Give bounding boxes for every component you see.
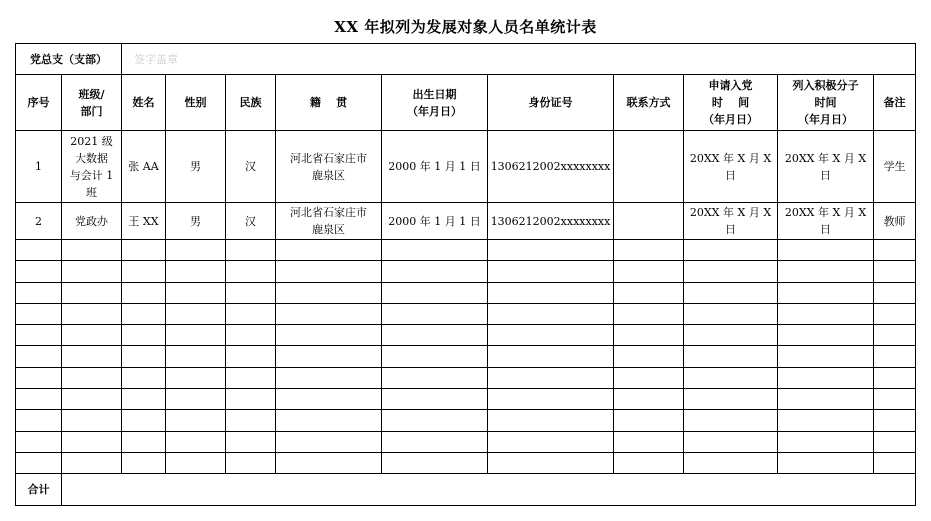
- cell-birth[interactable]: [382, 282, 488, 303]
- cell-ethnicity[interactable]: [226, 389, 276, 410]
- cell-gender[interactable]: [166, 452, 226, 473]
- empty-table-row: [16, 410, 916, 431]
- cell-idnum[interactable]: [488, 389, 614, 410]
- cell-origin[interactable]: [276, 282, 382, 303]
- cell-idnum[interactable]: [488, 261, 614, 282]
- cell-idnum[interactable]: 1306212002xxxxxxxx: [488, 131, 614, 203]
- cell-seq[interactable]: [16, 431, 62, 452]
- cell-ethnicity[interactable]: 汉: [226, 131, 276, 203]
- cell-activist[interactable]: 20XX 年 X 月 X 日: [778, 203, 874, 240]
- empty-table-row: [16, 303, 916, 324]
- cell-contact[interactable]: [614, 325, 684, 346]
- cell-class-dept-line: 与会计 1: [69, 168, 114, 182]
- cell-contact[interactable]: [614, 452, 684, 473]
- cell-class-dept[interactable]: [62, 203, 122, 240]
- cell-remark[interactable]: [874, 261, 916, 282]
- cell-gender[interactable]: 男: [166, 131, 226, 203]
- cell-class-dept-line: 大数据: [75, 151, 108, 165]
- document-title: XX 年拟列为发展对象人员名单统计表: [334, 18, 597, 36]
- cell-birth[interactable]: [382, 240, 488, 261]
- cell-class-dept[interactable]: [62, 131, 122, 203]
- cell-idnum[interactable]: [488, 431, 614, 452]
- cell-remark[interactable]: [874, 325, 916, 346]
- cell-origin[interactable]: [276, 452, 382, 473]
- cell-seq[interactable]: [16, 389, 62, 410]
- cell-gender[interactable]: 男: [166, 203, 226, 240]
- cell-ethnicity[interactable]: [226, 431, 276, 452]
- cell-origin[interactable]: [276, 131, 382, 203]
- cell-origin-line: 河北省石家庄市: [290, 206, 367, 219]
- cell-ethnicity[interactable]: [226, 303, 276, 324]
- header-apply-line: （年月日）: [703, 113, 758, 126]
- cell-ethnicity[interactable]: [226, 452, 276, 473]
- cell-name[interactable]: [122, 431, 166, 452]
- cell-birth[interactable]: [382, 346, 488, 367]
- header-birth: [382, 75, 488, 131]
- header-contact: 联系方式: [614, 75, 684, 131]
- cell-birth[interactable]: 2000 年 1 月 1 日: [382, 203, 488, 240]
- cell-idnum[interactable]: 1306212002xxxxxxxx: [488, 203, 614, 240]
- cell-name[interactable]: [122, 452, 166, 473]
- cell-ethnicity[interactable]: [226, 325, 276, 346]
- header-activist-line: 时间: [814, 96, 837, 109]
- cell-gender[interactable]: [166, 346, 226, 367]
- cell-ethnicity[interactable]: 汉: [226, 203, 276, 240]
- header-apply-line: 申请入党: [708, 79, 753, 92]
- cell-name[interactable]: [122, 240, 166, 261]
- cell-origin[interactable]: [276, 431, 382, 452]
- cell-origin[interactable]: [276, 261, 382, 282]
- cell-origin-line: 河北省石家庄市: [290, 151, 367, 165]
- cell-idnum[interactable]: [488, 303, 614, 324]
- header-apply: [684, 75, 778, 131]
- cell-ethnicity[interactable]: [226, 261, 276, 282]
- empty-table-row: [16, 261, 916, 282]
- roster-table: [15, 43, 916, 506]
- cell-birth[interactable]: [382, 325, 488, 346]
- cell-birth[interactable]: [382, 431, 488, 452]
- cell-origin[interactable]: [276, 367, 382, 388]
- cell-seq[interactable]: [16, 410, 62, 431]
- header-birth-line: （年月日）: [407, 104, 462, 118]
- cell-birth[interactable]: [382, 410, 488, 431]
- cell-apply[interactable]: [684, 325, 778, 346]
- cell-birth[interactable]: [382, 303, 488, 324]
- cell-seq[interactable]: [16, 346, 62, 367]
- cell-remark[interactable]: [874, 367, 916, 388]
- cell-birth[interactable]: [382, 452, 488, 473]
- cell-name[interactable]: [122, 367, 166, 388]
- cell-class-dept-line: 2021 级: [70, 134, 113, 148]
- cell-class-dept[interactable]: [62, 452, 122, 473]
- cell-name[interactable]: [122, 261, 166, 282]
- cell-contact[interactable]: [614, 131, 684, 203]
- cell-class-dept[interactable]: [62, 282, 122, 303]
- cell-contact[interactable]: [614, 431, 684, 452]
- cell-activist[interactable]: [778, 367, 874, 388]
- cell-birth[interactable]: [382, 261, 488, 282]
- empty-table-row: [16, 240, 916, 261]
- cell-class-dept-line: 班: [86, 185, 97, 199]
- cell-origin[interactable]: [276, 240, 382, 261]
- cell-remark[interactable]: [874, 240, 916, 261]
- cell-remark[interactable]: [874, 410, 916, 431]
- cell-contact[interactable]: [614, 367, 684, 388]
- header-apply-line: 时 间: [711, 96, 750, 109]
- cell-origin[interactable]: [276, 410, 382, 431]
- cell-origin[interactable]: [276, 203, 382, 240]
- total-row: [16, 474, 916, 506]
- header-remark: 备注: [874, 75, 916, 131]
- cell-apply[interactable]: [684, 303, 778, 324]
- cell-apply[interactable]: [684, 431, 778, 452]
- branch-row: [16, 44, 916, 75]
- cell-gender[interactable]: [166, 240, 226, 261]
- cell-remark[interactable]: [874, 303, 916, 324]
- cell-ethnicity[interactable]: [226, 367, 276, 388]
- cell-gender[interactable]: [166, 303, 226, 324]
- cell-idnum[interactable]: [488, 325, 614, 346]
- empty-table-row: [16, 325, 916, 346]
- empty-table-row: [16, 367, 916, 388]
- cell-remark[interactable]: [874, 452, 916, 473]
- empty-table-row: [16, 389, 916, 410]
- header-gender: 性别: [166, 75, 226, 131]
- cell-name[interactable]: [122, 303, 166, 324]
- cell-activist[interactable]: [778, 325, 874, 346]
- cell-remark[interactable]: 教师: [874, 203, 916, 240]
- empty-table-row: [16, 346, 916, 367]
- total-label: 合计: [16, 474, 62, 506]
- header-activist-line: （年月日）: [798, 113, 853, 126]
- cell-contact[interactable]: [614, 410, 684, 431]
- cell-class-dept[interactable]: [62, 389, 122, 410]
- cell-seq[interactable]: [16, 452, 62, 473]
- header-activist-line: 列入积极分子: [792, 79, 859, 92]
- empty-table-row: [16, 431, 916, 452]
- header-birth-line: 出生日期: [412, 87, 457, 101]
- cell-class-dept[interactable]: [62, 325, 122, 346]
- cell-class-dept-line: 党政办: [75, 214, 108, 228]
- cell-name[interactable]: [122, 389, 166, 410]
- cell-name[interactable]: [122, 410, 166, 431]
- cell-class-dept[interactable]: [62, 346, 122, 367]
- cell-activist[interactable]: [778, 452, 874, 473]
- cell-name[interactable]: 张 AA: [122, 131, 166, 203]
- header-activist: [778, 75, 874, 131]
- header-class-dept: [62, 75, 122, 131]
- cell-class-dept[interactable]: [62, 261, 122, 282]
- cell-idnum[interactable]: [488, 410, 614, 431]
- cell-class-dept[interactable]: [62, 240, 122, 261]
- cell-contact[interactable]: [614, 240, 684, 261]
- cell-contact[interactable]: [614, 203, 684, 240]
- branch-label: 党总支（支部）: [16, 44, 122, 75]
- cell-remark[interactable]: [874, 282, 916, 303]
- cell-origin[interactable]: [276, 346, 382, 367]
- cell-activist[interactable]: [778, 431, 874, 452]
- cell-gender[interactable]: [166, 431, 226, 452]
- cell-seq[interactable]: [16, 261, 62, 282]
- cell-name[interactable]: [122, 346, 166, 367]
- cell-remark[interactable]: [874, 346, 916, 367]
- cell-seq[interactable]: [16, 240, 62, 261]
- total-value[interactable]: [62, 474, 916, 506]
- empty-table-row: [16, 452, 916, 473]
- header-class-dept-line: 班级/: [78, 87, 105, 101]
- cell-name[interactable]: [122, 282, 166, 303]
- header-origin: 籍 贯: [276, 75, 382, 131]
- cell-apply[interactable]: 20XX 年 X 月 X 日: [684, 131, 778, 203]
- cell-contact[interactable]: [614, 389, 684, 410]
- cell-apply[interactable]: [684, 240, 778, 261]
- cell-birth[interactable]: 2000 年 1 月 1 日: [382, 131, 488, 203]
- cell-activist[interactable]: [778, 261, 874, 282]
- cell-apply[interactable]: 20XX 年 X 月 X 日: [684, 203, 778, 240]
- cell-activist[interactable]: [778, 282, 874, 303]
- header-seq: 序号: [16, 75, 62, 131]
- cell-seq[interactable]: 1: [16, 131, 62, 203]
- header-ethnicity: 民族: [226, 75, 276, 131]
- cell-birth[interactable]: [382, 389, 488, 410]
- cell-apply[interactable]: [684, 452, 778, 473]
- cell-idnum[interactable]: [488, 282, 614, 303]
- cell-gender[interactable]: [166, 261, 226, 282]
- cell-gender[interactable]: [166, 325, 226, 346]
- cell-gender[interactable]: [166, 282, 226, 303]
- cell-activist[interactable]: [778, 389, 874, 410]
- cell-activist[interactable]: [778, 346, 874, 367]
- cell-activist[interactable]: [778, 410, 874, 431]
- cell-apply[interactable]: [684, 282, 778, 303]
- cell-origin[interactable]: [276, 325, 382, 346]
- cell-origin-line: 鹿泉区: [312, 223, 345, 236]
- cell-remark[interactable]: 学生: [874, 131, 916, 203]
- cell-class-dept[interactable]: [62, 367, 122, 388]
- cell-contact[interactable]: [614, 261, 684, 282]
- header-idnum: 身份证号: [488, 75, 614, 131]
- table-row: [16, 203, 916, 240]
- cell-apply[interactable]: [684, 410, 778, 431]
- cell-birth[interactable]: [382, 367, 488, 388]
- cell-gender[interactable]: [166, 389, 226, 410]
- header-row: [16, 75, 916, 131]
- cell-seq[interactable]: [16, 325, 62, 346]
- table-row: [16, 131, 916, 203]
- cell-ethnicity[interactable]: [226, 410, 276, 431]
- cell-contact[interactable]: [614, 303, 684, 324]
- cell-origin-line: 鹿泉区: [312, 168, 345, 182]
- cell-gender[interactable]: [166, 367, 226, 388]
- cell-class-dept[interactable]: [62, 303, 122, 324]
- cell-seq[interactable]: 2: [16, 203, 62, 240]
- cell-class-dept[interactable]: [62, 410, 122, 431]
- empty-table-row: [16, 282, 916, 303]
- cell-gender[interactable]: [166, 410, 226, 431]
- cell-seq[interactable]: [16, 367, 62, 388]
- cell-apply[interactable]: [684, 261, 778, 282]
- cell-activist[interactable]: [778, 240, 874, 261]
- signature-field[interactable]: 签字盖章: [122, 44, 916, 75]
- cell-apply[interactable]: [684, 389, 778, 410]
- cell-activist[interactable]: [778, 303, 874, 324]
- cell-seq[interactable]: [16, 282, 62, 303]
- cell-class-dept[interactable]: [62, 431, 122, 452]
- cell-name[interactable]: [122, 325, 166, 346]
- cell-idnum[interactable]: [488, 367, 614, 388]
- cell-idnum[interactable]: [488, 452, 614, 473]
- cell-contact[interactable]: [614, 282, 684, 303]
- cell-seq[interactable]: [16, 303, 62, 324]
- cell-idnum[interactable]: [488, 346, 614, 367]
- cell-remark[interactable]: [874, 389, 916, 410]
- cell-name[interactable]: 王 XX: [122, 203, 166, 240]
- cell-contact[interactable]: [614, 346, 684, 367]
- cell-ethnicity[interactable]: [226, 282, 276, 303]
- header-name: 姓名: [122, 75, 166, 131]
- cell-activist[interactable]: 20XX 年 X 月 X 日: [778, 131, 874, 203]
- cell-origin[interactable]: [276, 389, 382, 410]
- cell-ethnicity[interactable]: [226, 346, 276, 367]
- header-class-dept-line: 部门: [80, 104, 103, 118]
- cell-apply[interactable]: [684, 367, 778, 388]
- cell-remark[interactable]: [874, 431, 916, 452]
- cell-ethnicity[interactable]: [226, 240, 276, 261]
- cell-idnum[interactable]: [488, 240, 614, 261]
- cell-origin[interactable]: [276, 303, 382, 324]
- cell-apply[interactable]: [684, 346, 778, 367]
